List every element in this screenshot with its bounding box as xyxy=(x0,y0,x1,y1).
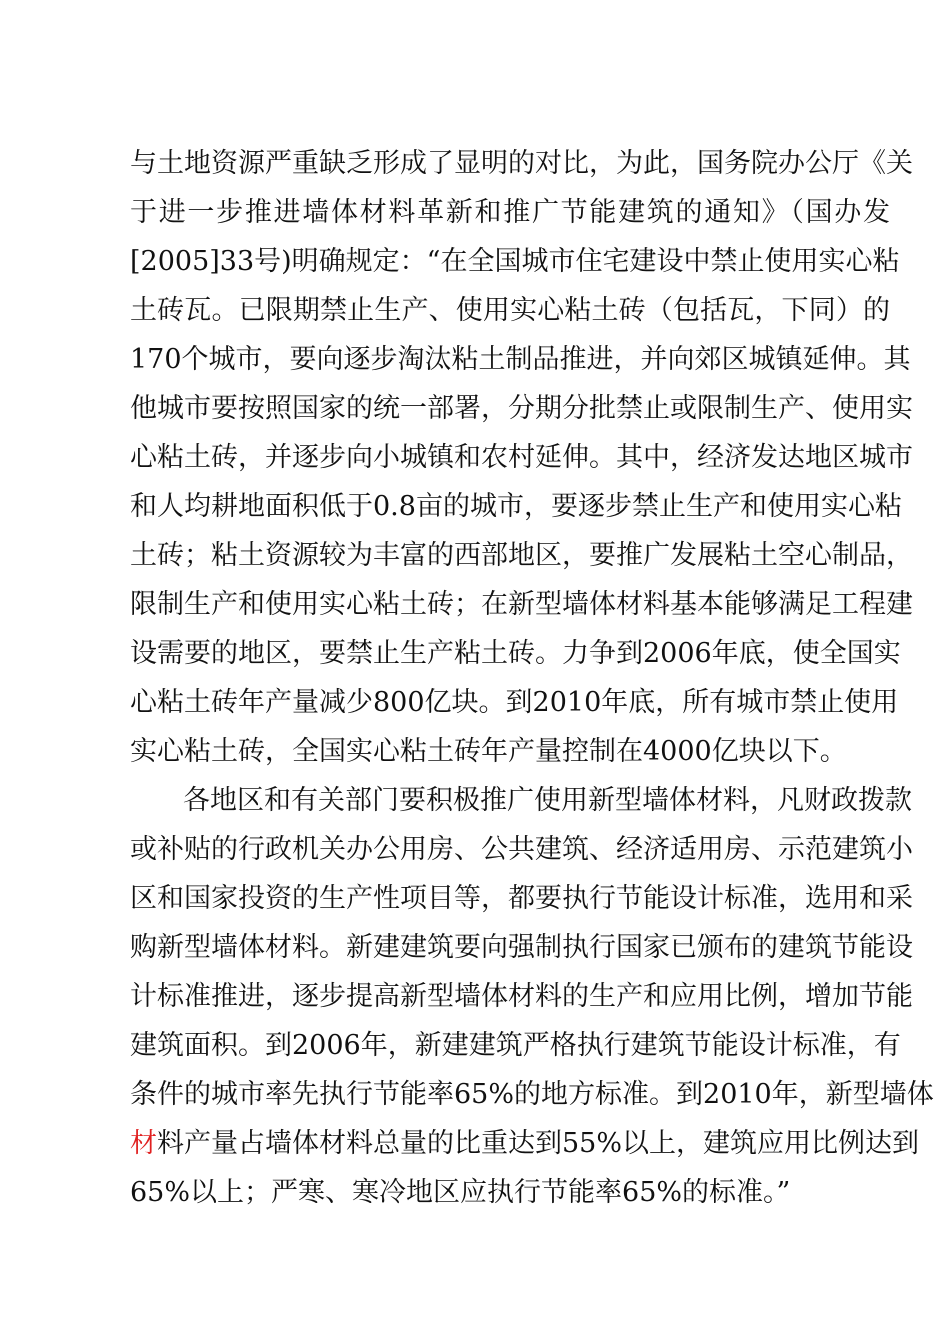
highlighted-char: 材 xyxy=(130,1128,157,1159)
text-line: 和人均耕地面积低于0.8亩的城市，要逐步禁止生产和使用实心粘 xyxy=(130,491,902,522)
text-line: 65%以上；严寒、寒冷地区应执行节能率65%的标准。” xyxy=(130,1177,791,1208)
text-line: 于进一步推进墙体材料革新和推广节能建筑的通知》（国办发 xyxy=(130,197,890,228)
text-line: 与土地资源严重缺乏形成了显明的对比，为此，国务院办公厅《关 xyxy=(130,148,913,179)
text-line: 土砖瓦。已限期禁止生产、使用实心粘土砖（包括瓦，下同）的 xyxy=(130,295,890,326)
text-line: 区和国家投资的生产性项目等，都要执行节能设计标准，选用和采 xyxy=(130,883,913,914)
text-segment: 料产量占墙体材料总量的比重达到55%以上，建筑应用比例达到 xyxy=(157,1128,920,1159)
text-line: 他城市要按照国家的统一部署，分期分批禁止或限制生产、使用实 xyxy=(130,393,913,424)
text-line: 购新型墙体材料。新建建筑要向强制执行国家已颁布的建筑节能设 xyxy=(130,932,913,963)
text-line: 土砖；粘土资源较为丰富的西部地区，要推广发展粘土空心制品， xyxy=(130,540,913,571)
text-line: 条件的城市率先执行节能率65%的地方标准。到2010年，新型墙体 xyxy=(130,1079,934,1110)
text-line: 实心粘土砖，全国实心粘土砖年产量控制在4000亿块以下。 xyxy=(130,736,847,767)
text-line: 或补贴的行政机关办公用房、公共建筑、经济适用房、示范建筑小 xyxy=(130,834,913,865)
text-line: 心粘土砖，并逐步向小城镇和农村延伸。其中，经济发达地区城市 xyxy=(130,442,913,473)
text-line xyxy=(130,1124,920,1164)
text-line: 各地区和有关部门要积极推广使用新型墙体材料，凡财政拨款 xyxy=(183,785,912,816)
text-line: 建筑面积。到2006年，新建建筑严格执行建筑节能设计标准，有 xyxy=(130,1030,901,1061)
text-line: 限制生产和使用实心粘土砖；在新型墙体材料基本能够满足工程建 xyxy=(130,589,913,620)
text-line: 心粘土砖年产量减少800亿块。到2010年底，所有城市禁止使用 xyxy=(130,687,899,718)
text-line: 170个城市，要向逐步淘汰粘土制品推进，并向郊区城镇延伸。其 xyxy=(130,344,911,375)
text-line: 计标准推进，逐步提高新型墙体材料的生产和应用比例，增加节能 xyxy=(130,981,913,1012)
text-line: 设需要的地区，要禁止生产粘土砖。力争到2006年底，使全国实 xyxy=(130,638,901,669)
text-line: [2005]33号)明确规定：“在全国城市住宅建设中禁止使用实心粘 xyxy=(130,246,900,277)
